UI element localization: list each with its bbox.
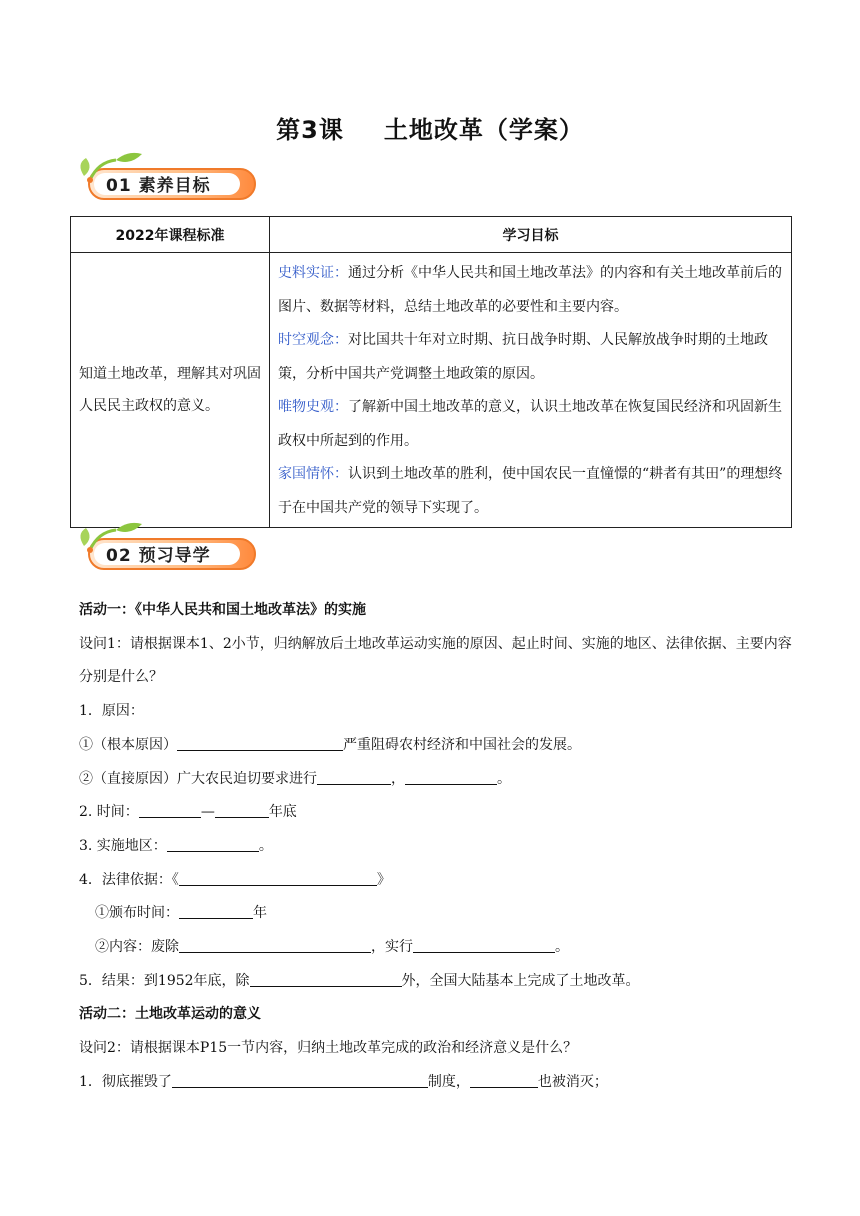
objective-item: 唯物史观：了解新中国土地改革的意义，认识土地改革在恢复国民经济和巩固新生政权中所起到的作用。	[278, 399, 782, 449]
fill-blank[interactable]	[177, 733, 343, 751]
section-label: 01 素养目标	[106, 176, 211, 196]
page-title	[0, 110, 860, 145]
standard-cell: 知道土地改革，理解其对巩固人民民主政权的意义。	[71, 253, 270, 528]
fill-blank[interactable]	[413, 935, 555, 953]
header-standard: 2022年课程标准	[71, 217, 270, 253]
region-line: 3. 实施地区： 。	[79, 830, 799, 864]
activity1-question: 设问1：请根据课本1、2小节，归纳解放后土地改革运动实施的原因、起止时间、实施的地区、法律依据、主要内容分别是什么？	[79, 635, 792, 686]
fill-blank[interactable]	[172, 1070, 428, 1088]
objective-item: 家国情怀：认识到土地改革的胜利，使中国农民一直憧憬的“耕者有其田”的理想终于在中国共产党的领导下实现了。	[278, 466, 783, 516]
result-line: 5．结果：到1952年底，除 外，全国大陆基本上完成了土地改革。	[79, 965, 799, 999]
preview-content	[79, 594, 799, 1100]
header-objectives: 学习目标	[270, 217, 792, 253]
lesson-name: 土地改革（学案）	[383, 116, 584, 144]
fill-blank[interactable]	[250, 969, 402, 987]
goals-table	[70, 216, 792, 528]
objective-item: 时空观念：对比国共十年对立时期、抗日战争时期、人民解放战争时期的土地政策，分析中国共产党调整土地政策的原因。	[278, 332, 768, 382]
fill-blank[interactable]	[470, 1070, 538, 1088]
activity2-title: 活动二：土地改革运动的意义	[79, 1006, 261, 1023]
table-row	[71, 253, 792, 528]
fill-blank[interactable]	[139, 800, 201, 818]
objective-item: 史料实证：通过分析《中华人民共和国土地改革法》的内容和有关土地改革前后的图片、数据等材料，总结土地改革的必要性和主要内容。	[278, 265, 782, 315]
fill-blank[interactable]	[405, 767, 497, 785]
section-banner-goals	[76, 150, 276, 210]
fill-blank[interactable]	[317, 767, 391, 785]
root-reason: ①（根本原因） 严重阻碍农村经济和中国社会的发展。	[79, 729, 799, 763]
direct-reason: ②（直接原因）广大农民迫切要求进行 ， 。	[79, 763, 799, 797]
content-line: ②内容：废除 ，实行 。	[79, 931, 799, 965]
reason-heading: 1．原因：	[79, 703, 144, 720]
table-header-row	[71, 217, 792, 253]
fill-blank[interactable]	[179, 901, 253, 919]
fill-blank[interactable]	[215, 800, 269, 818]
issue-time-line: ①颁布时间： 年	[79, 897, 799, 931]
meaning-item-1: 1．彻底摧毁了 制度， 也被消灭；	[79, 1066, 799, 1100]
activity2-question: 设问2：请根据课本P15一节内容，归纳土地改革完成的政治和经济意义是什么？	[79, 1040, 578, 1057]
activity1-title: 活动一：《中华人民共和国土地改革法》的实施	[79, 602, 366, 618]
section-label: 02 预习导学	[106, 546, 211, 566]
lesson-number: 第3课	[276, 116, 344, 144]
fill-blank[interactable]	[179, 935, 371, 953]
law-line: 4．法律依据：《 》	[79, 864, 799, 898]
fill-blank[interactable]	[179, 868, 377, 886]
section-banner-preview	[76, 520, 276, 580]
fill-blank[interactable]	[167, 834, 259, 852]
time-line: 2. 时间： — 年底	[79, 796, 799, 830]
objectives-cell	[270, 253, 792, 528]
